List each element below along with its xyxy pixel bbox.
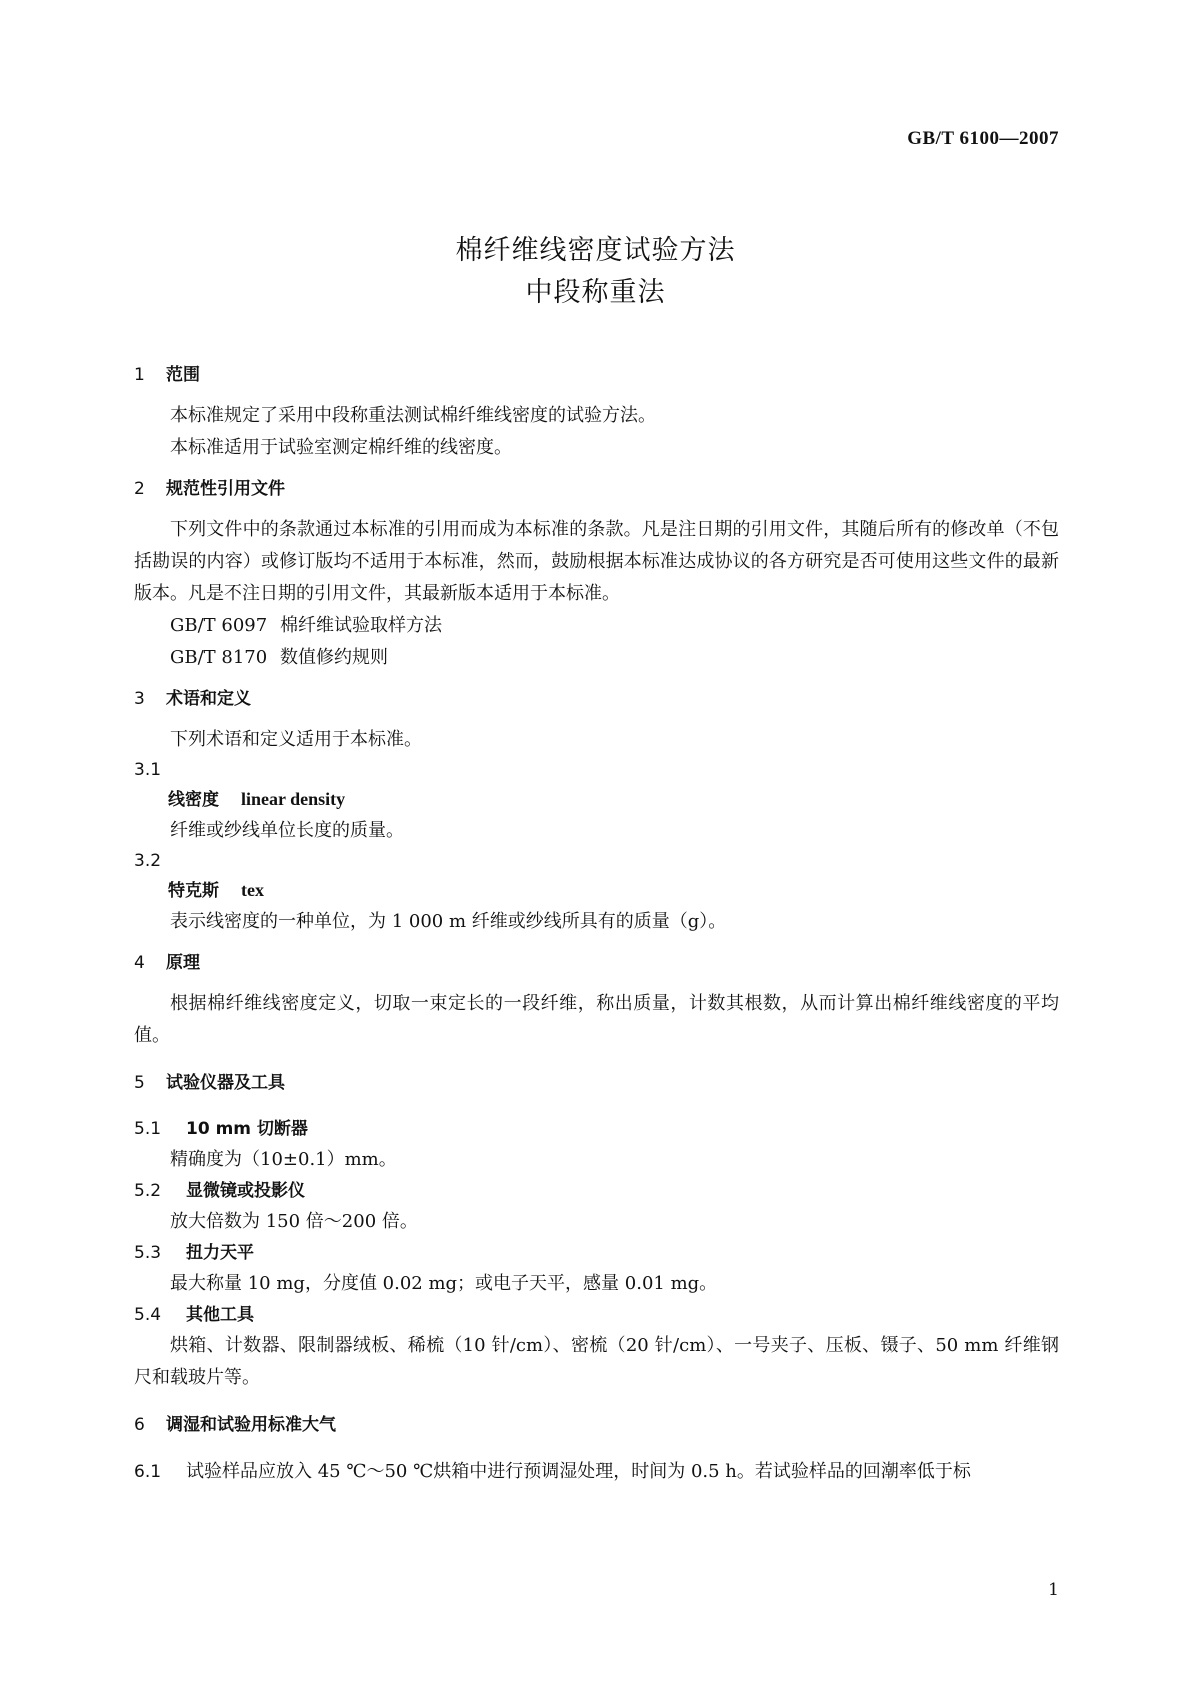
clause-number: 6.1	[134, 1462, 162, 1482]
page-number: 1	[1048, 1580, 1059, 1600]
reference-code: GB/T 8170	[170, 647, 268, 668]
section-title: 范围	[166, 365, 200, 385]
section-title: 原理	[166, 953, 200, 973]
paragraph: 根据棉纤维线密度定义，切取一束定长的一段纤维，称出质量，计数其根数，从而计算出棉纤维线密度的平均值。	[134, 993, 1059, 1046]
section-title: 试验仪器及工具	[166, 1073, 285, 1093]
term-number: 3.1	[134, 760, 162, 780]
term-definition: 表示线密度的一种单位，为 1 000 m 纤维或纱线所具有的质量（g）。	[170, 911, 727, 932]
term-definition: 纤维或纱线单位长度的质量。	[170, 820, 404, 841]
section-number: 4	[134, 953, 145, 973]
section-number: 5	[134, 1073, 145, 1093]
section-heading	[134, 1068, 1059, 1098]
subsection-heading	[134, 1238, 1059, 1268]
subsection-number: 5.3	[134, 1243, 162, 1263]
term-english: linear density	[241, 789, 346, 809]
paragraph: 本标准适用于试验室测定棉纤维的线密度。	[170, 437, 512, 458]
subsection-title: 扭力天平	[186, 1243, 254, 1263]
term-english: tex	[241, 880, 264, 900]
clause	[134, 1456, 1059, 1488]
reference-code: GB/T 6097	[170, 615, 268, 636]
subsection-title: 其他工具	[186, 1305, 254, 1325]
reference-title: 棉纤维试验取样方法	[280, 615, 442, 636]
section-heading	[134, 948, 1059, 978]
paragraph: 烘箱、计数器、限制器绒板、稀梳（10 针/cm）、密梳（20 针/cm）、一号夹子、压板、镊子、50 mm 纤维钢尺和载玻片等。	[134, 1335, 1059, 1388]
paragraph: 下列术语和定义适用于本标准。	[170, 729, 422, 750]
subsection-number: 5.1	[134, 1119, 162, 1139]
paragraph: 最大称量 10 mg，分度值 0.02 mg；或电子天平，感量 0.01 mg。	[170, 1273, 718, 1294]
document-subtitle: 中段称重法	[525, 277, 666, 308]
subsection-heading	[134, 1176, 1059, 1206]
section-number: 3	[134, 689, 145, 709]
section-number: 2	[134, 479, 145, 499]
reference-title: 数值修约规则	[280, 647, 388, 668]
document-body	[134, 360, 1059, 1488]
subsection-title: 显微镜或投影仪	[186, 1181, 305, 1201]
section-heading	[134, 360, 1059, 390]
standard-number: GB/T 6100—2007	[907, 128, 1059, 149]
section-number: 1	[134, 365, 145, 385]
subsection-heading	[134, 1300, 1059, 1330]
clause-text: 试验样品应放入 45 ℃～50 ℃烘箱中进行预调湿处理，时间为 0.5 h。若试验样品的回潮率低于标	[186, 1461, 971, 1482]
section-number: 6	[134, 1415, 145, 1435]
paragraph: 本标准规定了采用中段称重法测试棉纤维线密度的试验方法。	[170, 405, 656, 426]
term-number: 3.2	[134, 851, 162, 871]
section-heading	[134, 1410, 1059, 1440]
section-title: 规范性引用文件	[166, 479, 285, 499]
subsection-number: 5.2	[134, 1181, 162, 1201]
paragraph: 精确度为（10±0.1）mm。	[170, 1149, 397, 1170]
subsection-heading	[134, 1114, 1059, 1144]
subsection-title: 10 mm 切断器	[186, 1119, 308, 1139]
normative-reference	[134, 610, 1059, 642]
term-heading	[134, 784, 1059, 815]
section-title: 调湿和试验用标准大气	[166, 1415, 336, 1435]
term-heading	[134, 875, 1059, 906]
section-title: 术语和定义	[166, 689, 251, 709]
subsection-number: 5.4	[134, 1305, 162, 1325]
term-chinese: 特克斯	[168, 881, 219, 901]
term-chinese: 线密度	[168, 790, 219, 810]
section-heading	[134, 684, 1059, 714]
normative-reference	[134, 642, 1059, 674]
document-title: 棉纤维线密度试验方法	[455, 235, 736, 266]
paragraph: 下列文件中的条款通过本标准的引用而成为本标准的条款。凡是注日期的引用文件，其随后所有的修改单（不包括勘误的内容）或修订版均不适用于本标准，然而，鼓励根据本标准达成协议的各方研究是否可使用这些文件的最新版本。凡是不注日期的引用文件，其最新版本适用于本标准。	[134, 519, 1059, 604]
section-heading	[134, 474, 1059, 504]
paragraph: 放大倍数为 150 倍～200 倍。	[170, 1211, 418, 1232]
